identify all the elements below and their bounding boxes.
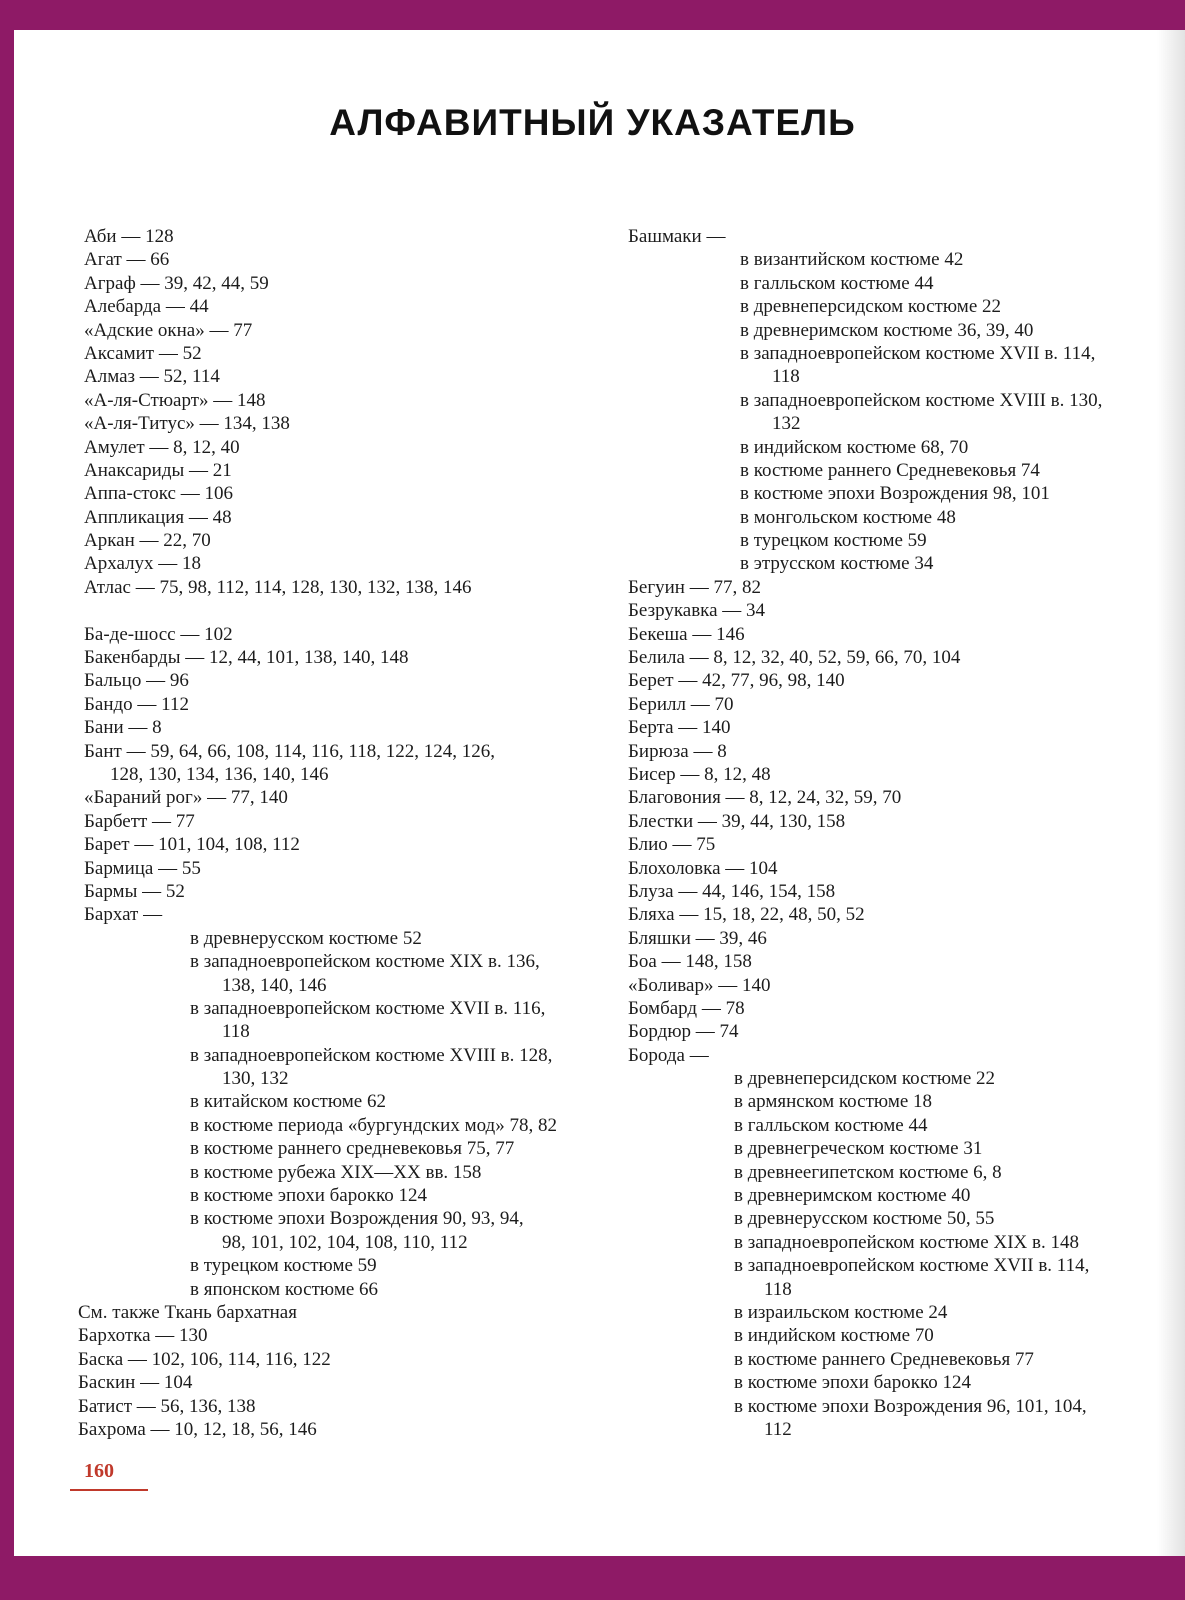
index-subentry-continuation: 118 — [764, 1278, 792, 1300]
index-entry: Блуза — 44, 146, 154, 158 — [628, 880, 836, 902]
index-entry: Бакенбарды — 12, 44, 101, 138, 140, 148 — [84, 647, 409, 669]
index-entry: «А-ля-Титус» — 134, 138 — [84, 413, 290, 435]
index-column-right — [628, 225, 1148, 1441]
index-subentry: в западноевропейском костюме XIX в. 148 — [734, 1231, 1079, 1253]
index-subentry-continuation: 98, 101, 102, 104, 108, 110, 112 — [222, 1231, 468, 1253]
page-number-underline — [70, 1489, 148, 1491]
index-subentry: в костюме периода «бургундских мод» 78, 82 — [190, 1114, 557, 1136]
index-subentry: в костюме раннего Средневековья 74 — [740, 459, 1040, 481]
index-subentry: в западноевропейском костюме XVIII в. 130, — [740, 389, 1103, 411]
index-entry: «Бараний рог» — 77, 140 — [84, 787, 288, 809]
index-subentry: в византийском костюме 42 — [740, 249, 964, 271]
index-entry: Бант — 59, 64, 66, 108, 114, 116, 118, 122, 124, 126, — [84, 740, 495, 762]
index-subentry: в галльском костюме 44 — [734, 1114, 928, 1136]
index-subentry: в костюме эпохи Возрождения 90, 93, 94, — [190, 1208, 524, 1230]
index-subentry: в костюме эпохи барокко 124 — [734, 1372, 971, 1394]
index-entry: Бархотка — 130 — [78, 1325, 208, 1347]
index-entry: Бандо — 112 — [84, 693, 189, 715]
index-subentry: в индийском костюме 70 — [734, 1325, 934, 1347]
index-entry: Барбетт — 77 — [84, 810, 195, 832]
index-subentry: в турецком костюме 59 — [740, 530, 927, 552]
left-frame-band — [0, 0, 14, 1600]
index-entry: Берет — 42, 77, 96, 98, 140 — [628, 670, 845, 692]
index-subentry: в древнерусском костюме 50, 55 — [734, 1208, 995, 1230]
index-subentry: в западноевропейском костюме XVIII в. 128, — [190, 1044, 553, 1066]
index-subentry: в монгольском костюме 48 — [740, 506, 956, 528]
index-entry: Анаксариды — 21 — [84, 459, 232, 481]
index-entry: Бляшки — 39, 46 — [628, 927, 767, 949]
index-subentry-continuation: 118 — [772, 366, 800, 388]
index-entry: Аппликация — 48 — [84, 506, 232, 528]
index-entry: Аграф — 39, 42, 44, 59 — [84, 272, 269, 294]
index-subentry: в древнеримском костюме 36, 39, 40 — [740, 319, 1034, 341]
index-subentry: в костюме эпохи Возрождения 98, 101 — [740, 483, 1050, 505]
index-entry: Баска — 102, 106, 114, 116, 122 — [78, 1348, 331, 1370]
index-entry: Блио — 75 — [628, 834, 716, 856]
index-subentry: в костюме раннего Средневековья 77 — [734, 1348, 1034, 1370]
index-entry: Аксамит — 52 — [84, 342, 202, 364]
index-entry: Блестки — 39, 44, 130, 158 — [628, 810, 846, 832]
index-entry: Бисер — 8, 12, 48 — [628, 763, 771, 785]
index-entry: Благовония — 8, 12, 24, 32, 59, 70 — [628, 787, 902, 809]
index-subentry: в костюме раннего средневековья 75, 77 — [190, 1138, 515, 1160]
index-subentry: в китайском костюме 62 — [190, 1091, 386, 1113]
index-entry: Атлас — 75, 98, 112, 114, 128, 130, 132, 138, 146 — [84, 576, 472, 598]
index-subentry: в западноевропейском костюме XVII в. 114, — [734, 1255, 1090, 1277]
index-subentry: в западноевропейском костюме XVII в. 114, — [740, 342, 1096, 364]
index-subentry: в индийском костюме 68, 70 — [740, 436, 969, 458]
index-entry: Амулет — 8, 12, 40 — [84, 436, 240, 458]
index-subentry: в костюме эпохи Возрождения 96, 101, 104, — [734, 1395, 1087, 1417]
bottom-frame-band — [0, 1556, 1185, 1600]
index-entry: Аппа-стокс — 106 — [84, 483, 233, 505]
index-column-left — [78, 225, 604, 1441]
index-subentry: в этрусском костюме 34 — [740, 553, 934, 575]
index-entry: Бахрома — 10, 12, 18, 56, 146 — [78, 1418, 317, 1440]
index-entry: Бармы — 52 — [84, 880, 185, 902]
index-entry-continuation: 128, 130, 134, 136, 140, 146 — [110, 763, 329, 785]
index-entry: Агат — 66 — [84, 249, 170, 271]
index-subentry: в древнерусском костюме 52 — [190, 927, 422, 949]
top-frame-band — [0, 0, 1185, 30]
index-entry: Бекеша — 146 — [628, 623, 745, 645]
index-subentry: в древнеримском костюме 40 — [734, 1185, 971, 1207]
index-subentry: в галльском костюме 44 — [740, 272, 934, 294]
index-entry: Бомбард — 78 — [628, 997, 745, 1019]
index-entry: Берта — 140 — [628, 717, 731, 739]
index-subentry: в турецком костюме 59 — [190, 1255, 377, 1277]
index-entry: Борода — — [628, 1044, 709, 1066]
index-entry: Берилл — 70 — [628, 693, 734, 715]
index-entry: Белила — 8, 12, 32, 40, 52, 59, 66, 70, 104 — [628, 647, 961, 669]
index-subentry: в древнеегипетском костюме 6, 8 — [734, 1161, 1002, 1183]
index-entry: Боа — 148, 158 — [628, 951, 752, 973]
index-subentry-continuation: 132 — [772, 413, 801, 435]
index-entry: Алмаз — 52, 114 — [84, 366, 220, 388]
index-entry: Безрукавка — 34 — [628, 600, 766, 622]
index-entry: Батист — 56, 136, 138 — [78, 1395, 256, 1417]
see-also-reference: См. также Ткань бархатная — [78, 1301, 297, 1323]
index-subentry: в армянском костюме 18 — [734, 1091, 933, 1113]
index-subentry-continuation: 138, 140, 146 — [222, 974, 327, 996]
page-number: 160 — [84, 1460, 114, 1482]
index-subentry: в древнеперсидском костюме 22 — [734, 1068, 995, 1090]
index-entry: «Боливар» — 140 — [628, 974, 771, 996]
index-entry: Архалух — 18 — [84, 553, 202, 575]
index-subentry: в древнеперсидском костюме 22 — [740, 296, 1001, 318]
index-entry: Бляха — 15, 18, 22, 48, 50, 52 — [628, 904, 865, 926]
index-subentry-continuation: 118 — [222, 1021, 250, 1043]
index-subentry: в западноевропейском костюме XVII в. 116, — [190, 997, 546, 1019]
index-subentry: в западноевропейском костюме XIX в. 136, — [190, 951, 540, 973]
index-entry: Бармица — 55 — [84, 857, 201, 879]
letter-group-gap — [84, 599, 604, 622]
index-subentry: в костюме рубежа XIX—XX вв. 158 — [190, 1161, 482, 1183]
index-entry: Бальцо — 96 — [84, 670, 189, 692]
index-subentry: в японском костюме 66 — [190, 1278, 379, 1300]
index-entry: «А-ля-Стюарт» — 148 — [84, 389, 266, 411]
index-subentry: в костюме эпохи барокко 124 — [190, 1185, 427, 1207]
index-subentry-continuation: 130, 132 — [222, 1068, 289, 1090]
index-entry: Алебарда — 44 — [84, 296, 209, 318]
index-entry: Ба-де-шосс — 102 — [84, 623, 233, 645]
index-subentry: в израильском костюме 24 — [734, 1301, 948, 1323]
index-entry: Бани — 8 — [84, 717, 162, 739]
index-entry: «Адские окна» — 77 — [84, 319, 253, 341]
index-entry: Бирюза — 8 — [628, 740, 727, 762]
index-entry: Башмаки — — [628, 226, 726, 247]
index-entry: Барет — 101, 104, 108, 112 — [84, 834, 300, 856]
index-entry: Бархат — — [84, 904, 163, 926]
index-entry: Бордюр — 74 — [628, 1021, 739, 1043]
index-entry: Аркан — 22, 70 — [84, 530, 211, 552]
index-entry: Баскин — 104 — [78, 1372, 193, 1394]
index-entry: Бегуин — 77, 82 — [628, 576, 761, 598]
index-subentry: в древнегреческом костюме 31 — [734, 1138, 983, 1160]
page-gutter-shadow — [1157, 30, 1185, 1556]
page-title: АЛФАВИТНЫЙ УКАЗАТЕЛЬ — [329, 102, 856, 143]
index-entry: Аби — 128 — [84, 226, 174, 247]
index-subentry-continuation: 112 — [764, 1418, 792, 1440]
index-entry: Блохоловка — 104 — [628, 857, 778, 879]
